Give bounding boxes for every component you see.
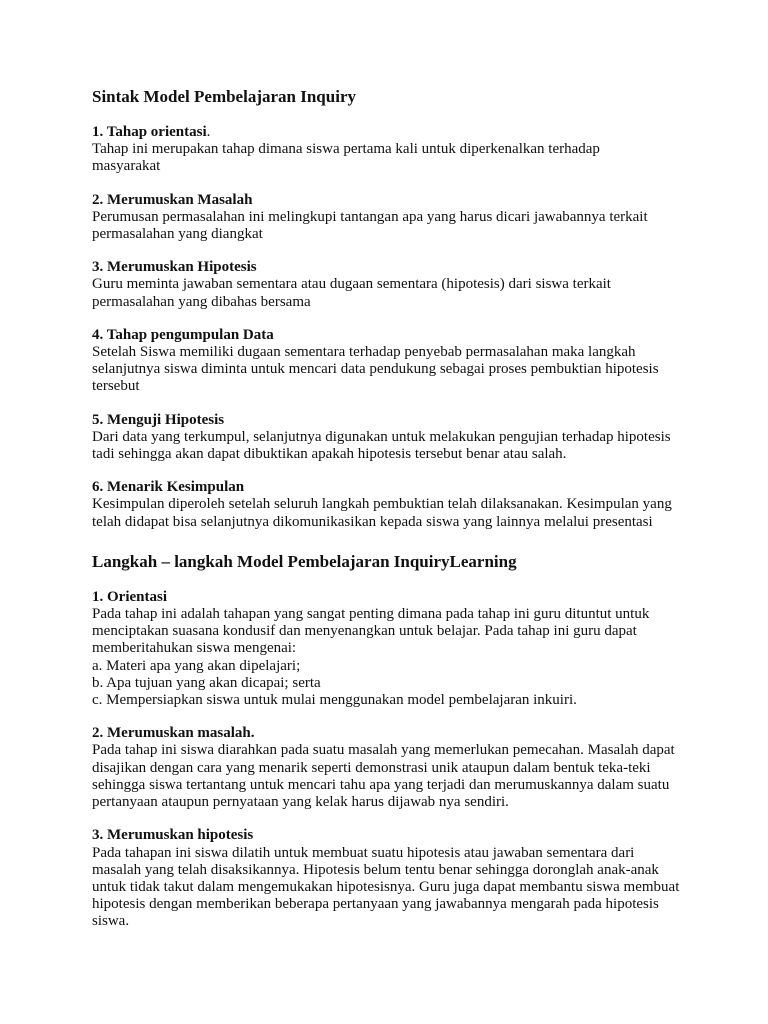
section-title: 4. Tahap pengumpulan Data	[92, 326, 274, 343]
section-merumuskan-hipotesis	[92, 259, 692, 311]
section-merumuskan-masalah	[92, 192, 692, 244]
section-body: Pada tahap ini adalah tahapan yang sangat penting dimana pada tahap ini guru dituntut untuk menciptakan suasana kondusif dan menyenangkan untuk belajar. Pada tahap ini guru dapat memberitahukan siswa mengenai:	[92, 606, 650, 657]
section-title: 3. Merumuskan hipotesis	[92, 827, 254, 844]
section-title: 2. Merumuskan Masalah	[92, 191, 253, 208]
section-title: 5. Menguji Hipotesis	[92, 411, 225, 428]
section-menguji-hipotesis	[92, 412, 692, 464]
section-body: Setelah Siswa memiliki dugaan sementara terhadap penyebab permasalahan maka langkah selanjutnya siswa diminta untuk mencari data pendukung sebagai proses pembuktian hipotesis tersebut	[92, 344, 659, 395]
section-menarik-kesimpulan	[92, 479, 692, 531]
section-title: 3. Merumuskan Hipotesis	[92, 259, 257, 276]
section-pengumpulan-data	[92, 327, 692, 396]
heading-langkah: Langkah – langkah Model Pembelajaran InquiryLearning	[92, 551, 517, 571]
section-title: 1. Orientasi	[92, 588, 167, 605]
heading-sintak: Sintak Model Pembelajaran Inquiry	[92, 87, 356, 106]
document-page	[92, 86, 692, 947]
list-item: a. Materi apa yang akan dipelajari;	[92, 657, 301, 674]
section-title: 2. Merumuskan masalah.	[92, 725, 255, 742]
section-title	[92, 124, 692, 141]
section-title-suffix: .	[206, 124, 211, 140]
list-item: b. Apa tujuan yang akan dicapai; serta	[92, 674, 321, 691]
section-body: Kesimpulan diperoleh setelah seluruh langkah pembuktian telah dilaksanakan. Kesimpulan yang telah didapat bisa selanjutnya dikomunikasikan kepada siswa yang lainnya melalui presentasi	[92, 496, 672, 530]
section-body: Pada tahapan ini siswa dilatih untuk membuat suatu hipotesis atau jawaban sementara dari masalah yang telah disaksikannya. Hipotesis belum tentu benar sehingga doronglah anak-anak untuk tidak takut dalam mengemukakan hipotesisnya. Guru juga dapat membantu siswa membuat hipotesis dengan memberikan beberapa pertanyaan yang jawabannya mengarah pada hipotesis siswa.	[92, 844, 680, 930]
section-tahap-orientasi	[92, 124, 692, 176]
section-body: Tahap ini merupakan tahap dimana siswa pertama kali untuk diperkenalkan terhadap masyarakat	[92, 141, 600, 175]
section-orientasi	[92, 589, 692, 709]
section-body: Guru meminta jawaban sementara atau dugaan sementara (hipotesis) dari siswa terkait permasalahan yang dibahas bersama	[92, 276, 611, 310]
section-merumuskan-masalah-2	[92, 725, 692, 811]
section-merumuskan-hipotesis-2	[92, 827, 692, 930]
list-item: c. Mempersiapkan siswa untuk mulai menggunakan model pembelajaran inkuiri.	[92, 692, 577, 709]
section-body: Dari data yang terkumpul, selanjutnya digunakan untuk melakukan pengujian terhadap hipotesis tadi sehingga akan dapat dibuktikan apakah hipotesis tersebut benar atau salah.	[92, 428, 671, 463]
section-title-text: 1. Tahap orientasi	[92, 124, 207, 140]
section-body: Pada tahap ini siswa diarahkan pada suatu masalah yang memerlukan pemecahan. Masalah dapat disajikan dengan cara yang menarik seperti demonstrasi unik ataupun dalam bentuk teka-teki sehingga siswa tertantang untuk mencari tahu apa yang terjadi dan merumuskannya dalam suatu pertanyaan ataupun pernyataan yang kelak harus dijawab nya sendiri.	[92, 742, 675, 811]
section-body: Perumusan permasalahan ini melingkupi tantangan apa yang harus dicari jawabannya terkait permasalahan yang diangkat	[92, 208, 648, 243]
section-title: 6. Menarik Kesimpulan	[92, 479, 245, 496]
